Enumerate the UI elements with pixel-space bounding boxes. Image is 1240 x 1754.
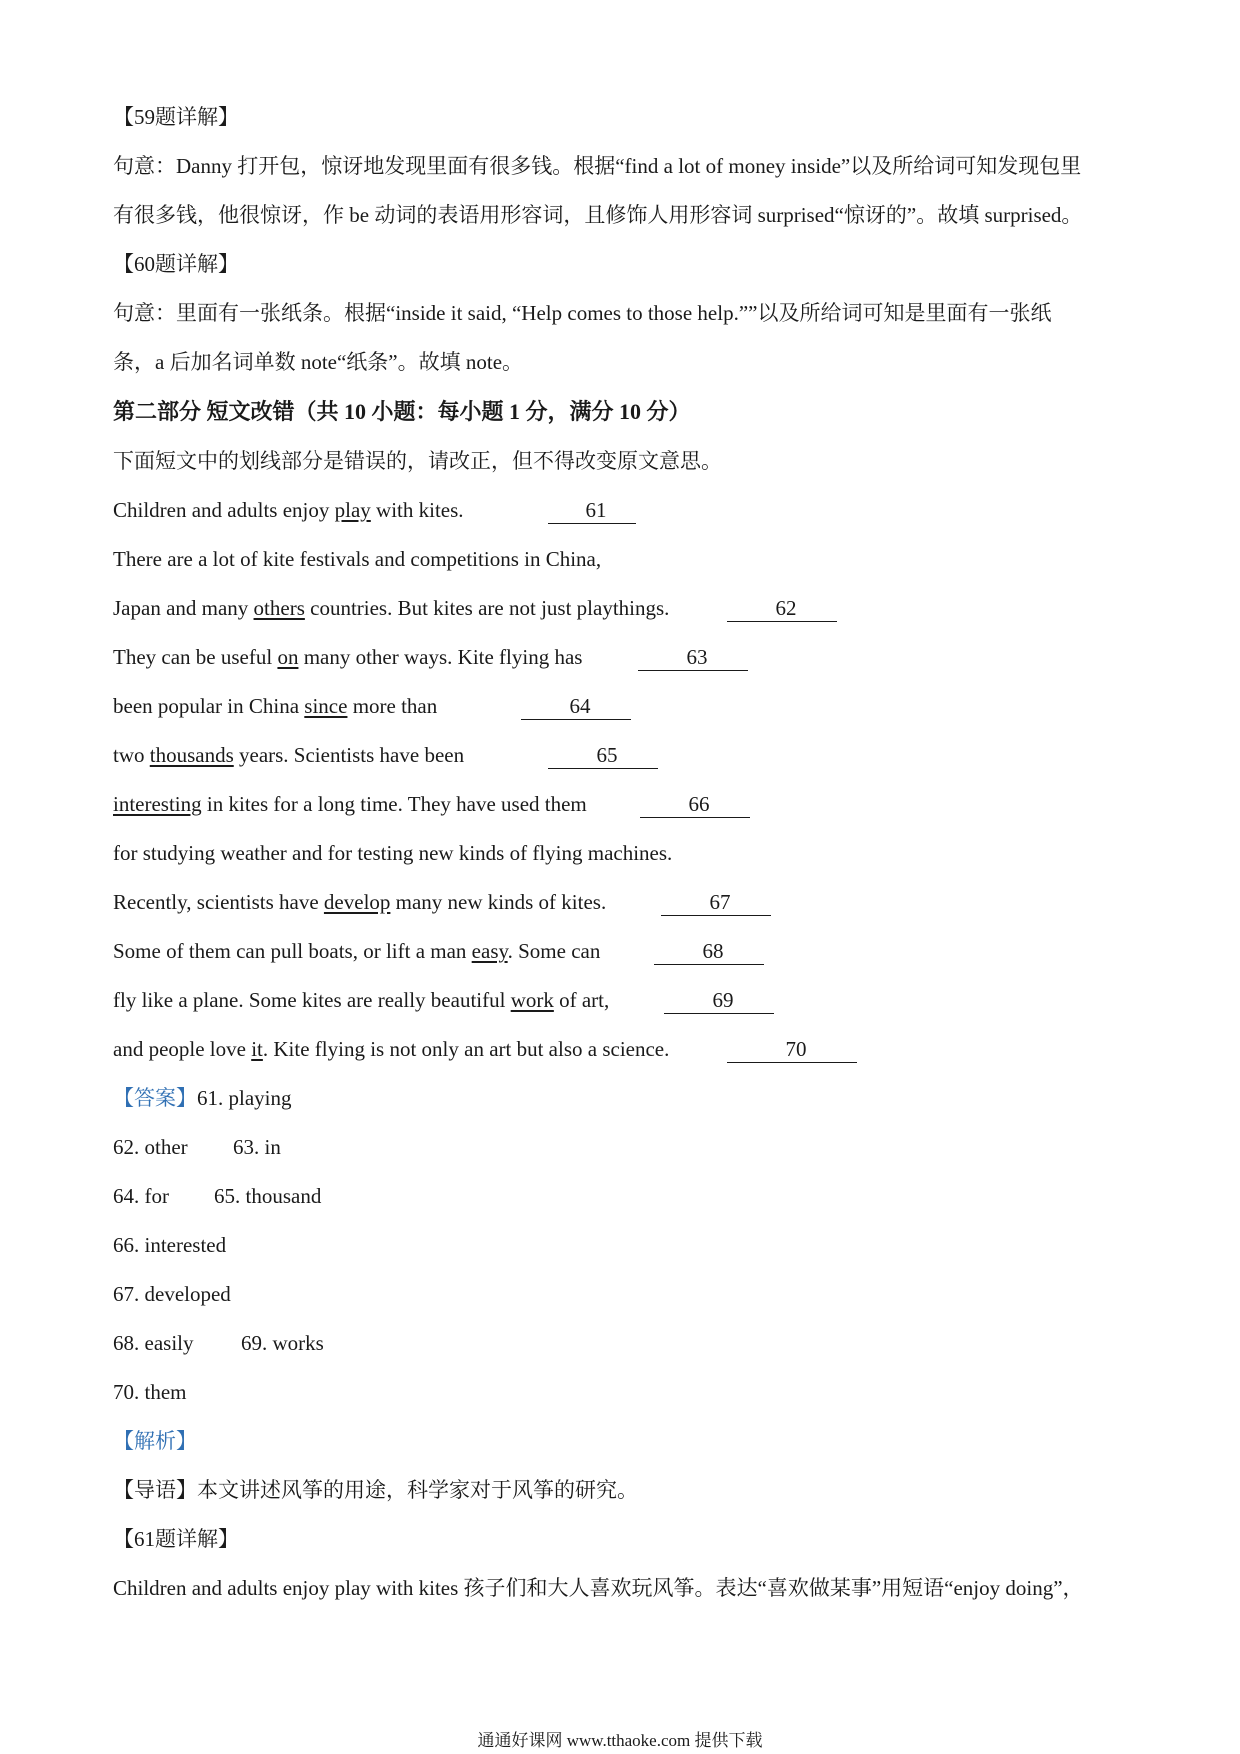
error-word: develop: [323, 890, 391, 914]
error-word: play: [334, 498, 371, 522]
passage-line-11: fly like a plane. Some kites are really beautiful work of art,: [113, 988, 610, 1012]
answer-62: 62. other: [113, 1135, 188, 1159]
answer-blank-69: 69: [664, 987, 774, 1014]
answer-67: 67. developed: [113, 1282, 231, 1306]
answer-blank-68: 68: [654, 938, 764, 965]
answer-63: 63. in: [233, 1135, 281, 1159]
passage-line-9: Recently, scientists have develop many new kinds of kites.: [113, 890, 607, 914]
page-footer: 通通好课网 www.tthaoke.com 提供下载: [477, 1731, 763, 1750]
answer-70: 70. them: [113, 1380, 187, 1404]
part2-title: 第二部分 短文改错（共 10 小题：每小题 1 分，满分 10 分）: [113, 399, 691, 424]
answer-blank-67: 67: [661, 889, 771, 916]
answer-blank-70: 70: [727, 1036, 857, 1063]
answers-row-2: [113, 1133, 281, 1161]
answers-row-4: [113, 1231, 226, 1259]
analysis-intro: 【导语】本文讲述风筝的用途，科学家对于风筝的研究。: [113, 1478, 638, 1502]
answer-label: 【答案】: [113, 1086, 197, 1110]
answers-row-6: [113, 1329, 324, 1357]
answer-blank-62: 62: [727, 595, 837, 622]
answers-row-3: [113, 1182, 322, 1210]
passage-line-2: There are a lot of kite festivals and competitions in China,: [113, 547, 602, 571]
passage-line-5: been popular in China since more than: [113, 694, 438, 718]
error-word: work: [510, 988, 554, 1012]
error-word: interesting: [113, 792, 202, 816]
error-word: others: [253, 596, 305, 620]
answer-66: 66. interested: [113, 1233, 227, 1257]
passage-line-12: and people love it. Kite flying is not only an art but also a science.: [113, 1037, 670, 1061]
error-word: thousands: [149, 743, 234, 767]
answer-blank-64: 64: [521, 693, 631, 720]
q60-explanation-line1: 句意：里面有一张纸条。根据“inside it said, “Help comes to those help.””以及所给词可知是里面有一张纸: [113, 301, 1052, 325]
passage-line-8: for studying weather and for testing new kinds of flying machines.: [113, 841, 673, 865]
passage-line-3: Japan and many others countries. But kites are not just playthings.: [113, 596, 670, 620]
answer-64: 64. for: [113, 1184, 169, 1208]
error-word: easy: [471, 939, 508, 963]
q59-header: 【59题详解】: [113, 105, 239, 129]
answers-row-1: [113, 1084, 292, 1112]
analysis-label: 【解析】: [113, 1429, 197, 1453]
answers-row-5: [113, 1280, 231, 1308]
answer-blank-66: 66: [640, 791, 750, 818]
q61-explanation-line1: Children and adults enjoy play with kites 孩子们和大人喜欢玩风筝。表达“喜欢做某事”用短语“enjoy doing”，: [113, 1576, 1084, 1600]
passage-line-10: Some of them can pull boats, or lift a man easy. Some can: [113, 939, 601, 963]
answer-blank-61: 61: [548, 497, 636, 524]
part2-instruction: 下面短文中的划线部分是错误的，请改正，但不得改变原文意思。: [113, 449, 722, 473]
answer-68: 68. easily: [113, 1331, 194, 1355]
passage-line-7: interesting in kites for a long time. They have used them: [113, 792, 587, 816]
answer-61: 61. playing: [197, 1086, 292, 1110]
passage-line-6: two thousands years. Scientists have been: [113, 743, 465, 767]
error-word: on: [277, 645, 299, 669]
q60-explanation-line2: 条，a 后加名词单数 note“纸条”。故填 note。: [113, 350, 524, 374]
answers-row-7: [113, 1378, 187, 1406]
q59-explanation-line2: 有很多钱，他很惊讶，作 be 动词的表语用形容词，且修饰人用形容词 surprised“惊讶的”。故填 surprised。: [113, 203, 1083, 227]
passage-line-1: Children and adults enjoy play with kites.: [113, 498, 464, 522]
q60-header: 【60题详解】: [113, 252, 239, 276]
q59-explanation-line1: 句意：Danny 打开包，惊讶地发现里面有很多钱。根据“find a lot of money inside”以及所给词可知发现包里: [113, 154, 1082, 178]
error-word: it: [251, 1037, 263, 1061]
passage-line-4: They can be useful on many other ways. Kite flying has: [113, 645, 583, 669]
q61-header: 【61题详解】: [113, 1527, 239, 1551]
answer-69: 69. works: [241, 1331, 324, 1355]
answer-blank-65: 65: [548, 742, 658, 769]
error-word: since: [304, 694, 348, 718]
answer-65: 65. thousand: [214, 1184, 322, 1208]
answer-blank-63: 63: [638, 644, 748, 671]
